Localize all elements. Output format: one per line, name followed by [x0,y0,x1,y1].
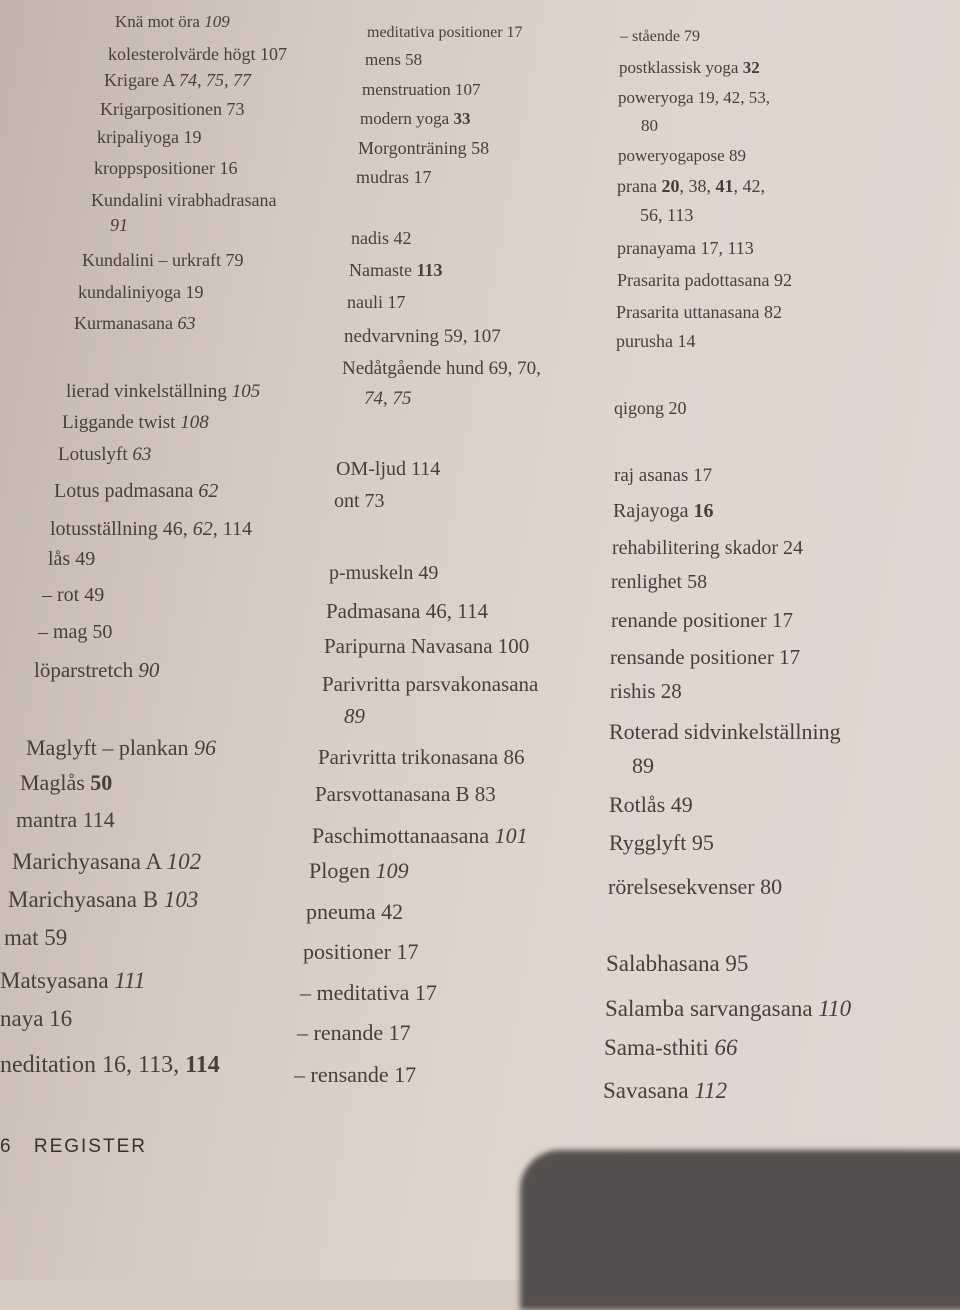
entry-text: menstruation 107 [362,80,481,99]
index-entry [303,939,419,965]
page-number: 6 [0,1136,13,1157]
index-entry [104,70,251,91]
entry-text: Padmasana 46, 114 [326,599,488,623]
entry-text: Salabhasana 95 [606,951,749,976]
index-entry [342,358,541,380]
entry-text: Kundalini – urkraft 79 [82,250,244,270]
entry-text: Savasana [603,1078,695,1103]
entry-text: Matsyasana [0,968,115,993]
index-entry [82,250,243,271]
index-entry [614,398,687,419]
entry-text: Marichyasana A [12,849,167,874]
page-ref-italic: 63 [132,444,152,465]
index-entry [54,480,218,503]
entry-text: pneuma 42 [306,899,404,924]
index-entry-continuation [641,116,658,136]
page-ref-italic: 111 [114,968,146,993]
page-ref-italic: 74, 75, 77 [178,70,251,90]
entry-text: Kurmanasana [74,313,178,333]
entry-text: löparstretch [34,658,139,682]
entry-text: Roterad sidvinkelställning [609,719,841,744]
entry-text: modern yoga [360,109,454,128]
page-ref-italic: 62 [198,480,219,502]
page-ref-italic: 108 [180,412,209,433]
entry-text: mat 59 [4,925,68,950]
entry-text: Knä mot öra [115,12,205,31]
entry-text: purusha 14 [616,331,696,351]
index-entry [315,782,496,807]
entry-text: lierad vinkelställning [66,381,232,402]
index-entry [48,548,95,571]
index-entry [608,874,782,900]
index-entry [306,899,403,925]
entry-text: Parivritta trikonasana 86 [318,745,525,769]
entry-text: Lotus padmasana [54,480,199,502]
entry-text: Prasarita uttanasana 82 [616,302,782,322]
index-entry [606,951,748,977]
index-entry [617,270,792,291]
page-ref-italic: 102 [166,849,202,874]
entry-text: – meditativa 17 [300,980,437,1005]
index-entry [367,24,523,42]
entry-text: rishis 28 [610,679,682,703]
index-entry [616,302,782,323]
page-ref-bold: 113 [416,260,443,280]
entry-text: Morgonträning 58 [358,138,490,158]
index-entry [62,412,209,434]
page-ref-italic: 110 [818,996,852,1021]
entry-text: poweryogapose 89 [618,146,746,165]
page-ref-italic: 62 [192,518,213,540]
index-entry [604,1035,738,1061]
entry-text: – stående 79 [620,28,700,45]
entry-text: pranayama 17, 113 [617,238,754,258]
entry-text: Rajayoga [613,500,694,522]
index-entry [603,1078,727,1104]
entry-text: renande positioner 17 [611,608,793,632]
entry-text: Salamba sarvangasana [605,996,819,1021]
entry-text: mens 58 [365,50,423,69]
entry-text: lotusställning 46, [50,518,193,540]
index-entry [609,792,693,818]
entry-text: – rot 49 [42,584,105,606]
entry-text: Paripurna Navasana 100 [324,634,530,658]
entry-text: nadis 42 [351,228,412,248]
index-entry [34,658,159,683]
section-title: REGISTER [33,1136,147,1157]
page-ref-italic: 74, 75 [364,388,412,409]
entry-text: poweryoga 19, 42, 53, [618,88,771,107]
index-entry [351,228,412,249]
entry-text: nauli 17 [347,292,406,312]
index-entry [349,260,443,281]
entry-text: neditation 16, 113, [0,1052,186,1078]
entry-text: kolesterolvärde högt 107 [108,44,287,64]
entry-text: Rotlås 49 [609,792,693,817]
entry-text: Lotuslyft [58,444,133,465]
index-entry [12,849,201,875]
page-ref-italic: 109 [204,12,230,31]
entry-text: Liggande twist [62,412,181,433]
index-entry [97,127,201,148]
index-entry [336,458,440,481]
page-ref-italic: 91 [110,215,128,235]
entry-text: prana [617,176,662,196]
index-entry [42,584,104,607]
entry-text: Krigare A [104,70,179,90]
index-entry [358,138,489,159]
page-footer [0,1136,147,1158]
index-entry [365,50,422,70]
index-entry-continuation [632,753,654,779]
entry-text: – rensande 17 [294,1062,417,1087]
index-entry-continuation [110,215,128,236]
entry-text: Krigarpositionen 73 [100,99,245,119]
entry-text: ont 73 [334,490,385,512]
index-entry [326,599,488,624]
index-entry [66,381,260,403]
entry-text: Paschimottanaasana [312,823,495,848]
index-entry [322,672,538,697]
index-entry [0,1052,220,1079]
index-entry [618,88,770,108]
index-entry [610,645,800,670]
page-ref-bold: 20 [661,176,680,196]
page-ref-bold: 16 [693,500,714,522]
index-entry [620,28,700,46]
index-entry [616,331,696,352]
page-ref-italic: 112 [694,1078,728,1103]
entry-text: nedvarvning 59, 107 [344,326,501,347]
entry-text: raj asanas 17 [614,465,713,486]
entry-text: kripaliyoga 19 [97,127,202,147]
index-entry [318,745,524,770]
index-entry [605,996,851,1022]
page-ref-italic: 96 [194,735,217,760]
page-ref-italic: 89 [344,704,365,728]
entry-text: naya 16 [0,1006,73,1031]
index-entry [16,807,115,833]
index-entry [91,190,276,211]
page-ref-italic: 109 [375,858,409,883]
page-ref-bold: 32 [742,58,760,77]
index-entry [50,518,252,541]
entry-text: , 38, [679,176,716,196]
entry-text: qigong 20 [614,398,687,418]
entry-text: positioner 17 [303,939,419,964]
index-entry [612,537,803,560]
entry-text: rensande positioner 17 [610,645,801,669]
index-entry [26,735,216,761]
entry-text: Plogen [309,858,376,883]
index-entry [617,238,754,259]
entry-text: Maglås [20,770,91,795]
entry-text: Nedåtgående hund 69, 70, [342,358,541,379]
entry-text: p-muskeln 49 [329,562,439,584]
index-entry [312,823,528,849]
entry-text: , 42, [733,176,765,196]
entry-text: kroppspositioner 16 [94,158,238,178]
index-entry [4,925,67,951]
index-entry [610,679,682,704]
index-entry [611,571,707,594]
index-entry [100,99,244,120]
index-entry [297,1020,411,1046]
index-entry [334,490,385,513]
entry-text: , 114 [212,518,253,540]
index-entry [8,887,198,913]
entry-text: renlighet 58 [611,571,708,593]
entry-text: 89 [632,753,654,778]
index-entry [344,326,501,348]
page-ref-bold: 41 [715,176,734,196]
entry-text: mudras 17 [356,167,432,187]
entry-text: Parsvottanasana B 83 [315,782,496,806]
index-entry [611,608,793,633]
entry-text: kundaliniyoga 19 [78,282,204,302]
entry-text: lås 49 [48,548,96,570]
index-entry [609,830,714,856]
entry-text: 56, 113 [640,205,694,225]
index-entry [329,562,438,585]
entry-text: meditativa positioner 17 [367,24,523,41]
index-entry [362,80,481,100]
entry-text: rörelsesekvenser 80 [608,874,783,899]
index-entry [74,313,195,334]
page-ref-italic: 101 [494,823,528,848]
entry-text: Kundalini virabhadrasana [91,190,277,210]
index-entry [108,44,287,65]
page-ref-italic: 105 [231,381,261,402]
entry-text: Prasarita padottasana 92 [617,270,792,290]
index-entry [78,282,203,303]
index-entry [356,167,432,188]
index-entry [609,719,841,745]
index-entry [0,968,145,994]
index-entry [618,146,746,166]
entry-text: – renande 17 [297,1020,411,1045]
index-entry-continuation [640,205,693,226]
index-entry [20,770,112,796]
page-ref-italic: 90 [138,658,160,682]
index-entry [38,621,112,644]
entry-text: rehabilitering skador 24 [612,537,804,559]
entry-text: – mag 50 [38,621,113,643]
entry-text: Rygglyft 95 [609,830,714,855]
index-entry [309,858,409,884]
index-entry-continuation [344,704,365,729]
entry-text: Namaste [349,260,417,280]
index-entry [294,1062,416,1088]
entry-text: Parivritta parsvakonasana [322,672,539,696]
index-entry [613,500,714,523]
index-entry [347,292,406,313]
index-entry [617,176,765,197]
entry-text: postklassisk yoga [619,58,743,77]
index-entry-continuation [364,388,412,410]
hand-shadow [520,1150,960,1310]
index-entry [324,634,529,659]
index-entry [614,465,712,487]
page-ref-bold: 114 [185,1052,220,1078]
page-ref-bold: 33 [453,109,471,128]
index-entry [58,444,151,466]
entry-text: OM-ljud 114 [336,458,441,480]
page-ref-italic: 103 [163,887,199,912]
entry-text: mantra 114 [16,807,115,832]
index-entry [300,980,437,1006]
index-entry [115,12,230,32]
entry-text: Sama-sthiti [604,1035,715,1060]
entry-text: 80 [641,116,658,135]
index-entry [94,158,238,179]
entry-text: Maglyft – plankan [26,735,195,760]
index-entry [360,109,470,129]
page-ref-italic: 66 [714,1035,738,1060]
page-ref-bold: 50 [90,770,113,795]
index-entry [0,1006,72,1032]
entry-text: Marichyasana B [8,887,164,912]
index-entry [619,58,760,78]
page-ref-italic: 63 [177,313,196,333]
